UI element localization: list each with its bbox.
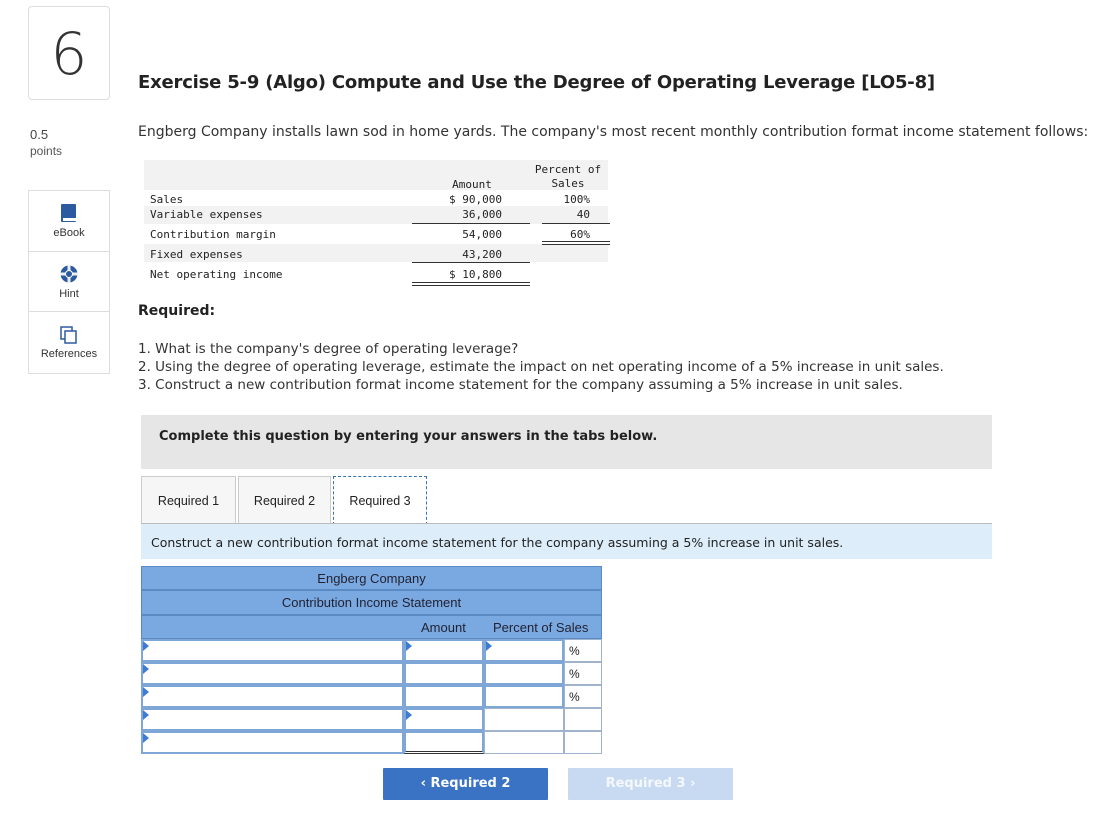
dropdown-marker-icon — [143, 710, 149, 720]
row-amount: 54,000 — [462, 228, 502, 241]
tab-required-2[interactable]: Required 2 — [238, 476, 331, 524]
empty-cell — [484, 708, 564, 731]
row-label: Fixed expenses — [150, 248, 243, 261]
col-percent-header-1: Percent of — [534, 163, 602, 176]
row-label: Variable expenses — [150, 208, 263, 221]
exercise-title: Exercise 5-9 (Algo) Compute and Use the Degree of Operating Leverage [LO5-8] — [138, 72, 935, 93]
dropdown-marker-icon — [143, 664, 149, 674]
percent-sign: % — [569, 667, 580, 681]
book-icon — [60, 203, 78, 223]
amount-input[interactable] — [404, 662, 484, 685]
percent-sign: % — [569, 690, 580, 704]
dropdown-marker-icon — [143, 687, 149, 697]
hint-label: Hint — [59, 288, 79, 300]
row-amount: $ 10,800 — [449, 268, 502, 281]
grid-row — [141, 662, 602, 685]
row-label: Sales — [150, 193, 184, 206]
statement-row-cm — [150, 228, 590, 241]
underline — [542, 223, 610, 224]
percent-sign-cell — [564, 662, 602, 685]
chevron-left-icon: ‹ — [420, 776, 426, 791]
underline — [412, 223, 530, 224]
required-heading: Required: — [138, 303, 216, 319]
row-label: Net operating income — [150, 268, 283, 281]
intro-text: Engberg Company installs lawn sod in home yards. The company's most recent monthly contribution format income statement follows: — [138, 124, 1089, 140]
requirement-3: 3. Construct a new contribution format income statement for the company assuming a 5% increase in unit sales. — [138, 377, 903, 393]
hint-link[interactable] — [28, 252, 110, 312]
lifebuoy-icon — [59, 264, 79, 284]
row-amount: $ 90,000 — [449, 193, 502, 206]
points-value: 0.5 — [30, 127, 49, 142]
chevron-right-icon: › — [690, 776, 696, 791]
ebook-label: eBook — [53, 227, 85, 239]
complete-banner: Complete this question by entering your answers in the tabs below. — [141, 415, 992, 469]
percent-sign-cell — [564, 685, 602, 708]
dropdown-marker-icon — [143, 641, 149, 651]
underline — [412, 285, 530, 286]
ebook-link[interactable] — [28, 190, 110, 252]
statement-row-variable — [150, 208, 590, 221]
question-number: 6 — [28, 6, 110, 100]
grid-row — [141, 639, 602, 662]
grid-statement-title: Contribution Income Statement — [141, 590, 602, 615]
references-label: References — [40, 348, 98, 360]
grid-row — [141, 708, 602, 731]
statement-row-fixed — [150, 248, 502, 261]
percent-input[interactable] — [484, 685, 564, 708]
references-link[interactable] — [28, 312, 110, 374]
points-label: points — [30, 144, 63, 158]
line-item-input[interactable] — [141, 731, 404, 754]
requirement-1: 1. What is the company's degree of operating leverage? — [138, 341, 519, 357]
requirements-list — [138, 340, 944, 394]
row-percent: 100% — [563, 193, 590, 206]
underline — [542, 241, 610, 242]
amount-input[interactable] — [404, 731, 484, 754]
col-percent-header-2: Sales — [551, 177, 585, 190]
row-label: Contribution margin — [150, 228, 276, 241]
row-amount: 43,200 — [462, 248, 502, 261]
next-required-button[interactable] — [568, 768, 733, 800]
grid-col-amount: Amount — [421, 620, 466, 635]
empty-cell — [484, 731, 564, 754]
points-display — [30, 127, 62, 159]
underline — [542, 244, 610, 245]
amount-input[interactable] — [404, 639, 484, 662]
amount-input[interactable] — [404, 685, 484, 708]
tab-instruction: Construct a new contribution format income statement for the company assuming a 5% increase in unit sales. — [141, 524, 992, 559]
dropdown-marker-icon — [406, 710, 412, 720]
dropdown-marker-icon — [406, 641, 412, 651]
underline — [412, 282, 530, 283]
col-amount-header: Amount — [452, 178, 492, 191]
percent-input[interactable] — [484, 662, 564, 685]
empty-cell — [564, 731, 602, 754]
statement-row-sales — [150, 193, 590, 206]
percent-sign-cell — [564, 639, 602, 662]
percent-sign: % — [569, 644, 580, 658]
documents-icon — [60, 326, 78, 344]
grid-row — [141, 731, 602, 754]
row-percent: 40 — [576, 208, 590, 221]
prev-required-button[interactable] — [383, 768, 548, 800]
line-item-input[interactable] — [141, 639, 404, 662]
tab-required-1[interactable]: Required 1 — [141, 476, 236, 524]
percent-input[interactable] — [484, 639, 564, 662]
grid-col-percent: Percent of Sales — [493, 620, 589, 635]
underline — [412, 262, 530, 263]
line-item-input[interactable] — [141, 685, 404, 708]
line-item-input[interactable] — [141, 662, 404, 685]
line-item-input[interactable] — [141, 708, 404, 731]
empty-cell — [564, 708, 602, 731]
amount-input[interactable] — [404, 708, 484, 731]
dropdown-marker-icon — [486, 641, 492, 651]
statement-row-noi — [150, 268, 502, 281]
row-percent: 60% — [570, 228, 590, 241]
grid-row — [141, 685, 602, 708]
prev-button-label: Required 2 — [430, 776, 511, 791]
grid-company-name: Engberg Company — [141, 566, 602, 590]
grid-column-headers — [141, 615, 602, 639]
row-amount: 36,000 — [462, 208, 502, 221]
tab-required-3[interactable]: Required 3 — [333, 476, 427, 525]
dropdown-marker-icon — [143, 733, 149, 743]
next-button-label: Required 3 — [605, 776, 686, 791]
requirement-2: 2. Using the degree of operating leverage, estimate the impact on net operating income of a 5% increase in unit sales. — [138, 359, 944, 375]
